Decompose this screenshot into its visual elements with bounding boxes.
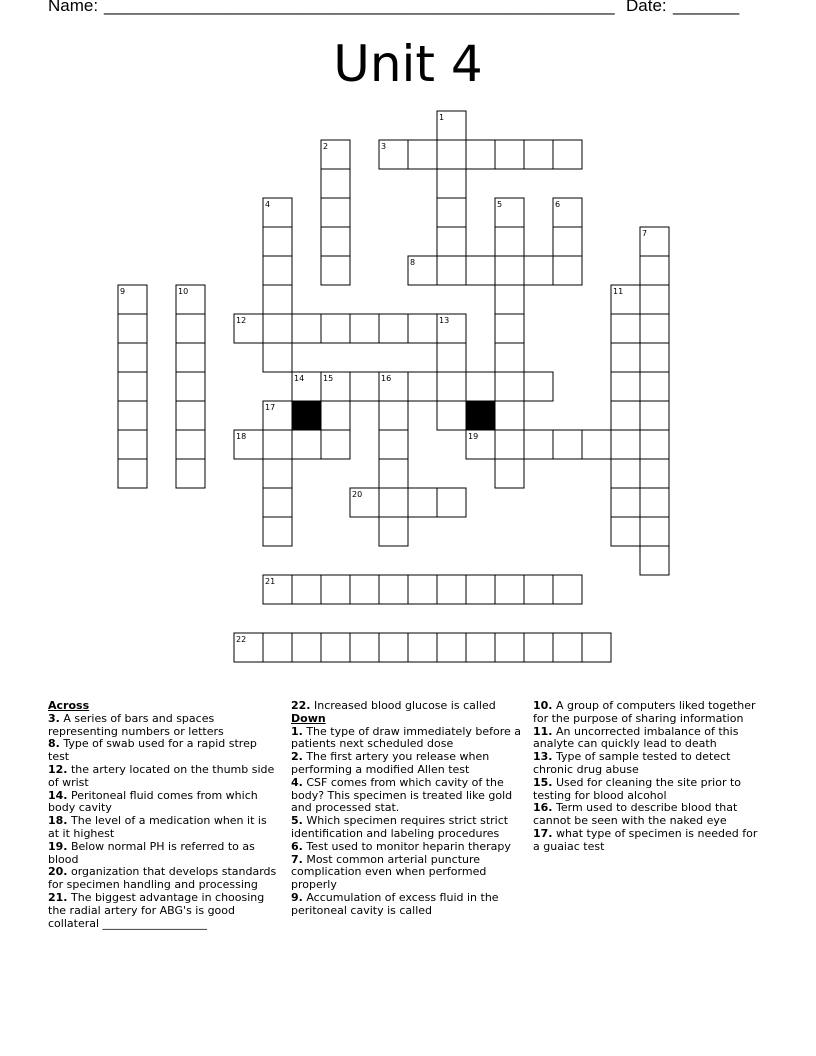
down-clue: [533, 828, 758, 854]
grid-cell[interactable]: [263, 430, 292, 459]
grid-cell[interactable]: [321, 198, 350, 227]
clue-text: A series of bars and spaces representing numbers or letters: [48, 711, 224, 738]
down-clue: [291, 815, 523, 841]
grid-cell[interactable]: [321, 575, 350, 604]
clue-text: organization that develops standards for specimen handling and processing: [48, 865, 277, 892]
clue-number: 16: [381, 374, 392, 383]
grid-cell[interactable]: [321, 227, 350, 256]
grid-cell[interactable]: [466, 575, 495, 604]
across-heading: Across: [48, 699, 90, 712]
across-clue: [48, 841, 280, 867]
across-clue: [48, 815, 280, 841]
grid-cell[interactable]: [350, 372, 379, 401]
across-clue: [48, 892, 280, 930]
grid-cell[interactable]: [611, 401, 640, 430]
grid-cell[interactable]: [408, 140, 437, 169]
grid-cell[interactable]: [176, 343, 205, 372]
black-cell: [292, 401, 321, 430]
grid-cell[interactable]: [321, 401, 350, 430]
grid-cell[interactable]: [437, 169, 466, 198]
grid-cell[interactable]: [495, 314, 524, 343]
clue-number: 8: [410, 258, 416, 267]
clue-number-label: 2.: [291, 750, 303, 764]
grid-cell[interactable]: [495, 633, 524, 662]
grid-cell[interactable]: [263, 459, 292, 488]
grid-cell[interactable]: [176, 459, 205, 488]
clue-text: CSF comes from which cavity of the body? This specimen is treated like gold and processed stat.: [291, 775, 513, 815]
clue-number-label: 17.: [533, 826, 553, 840]
grid-cell[interactable]: [495, 343, 524, 372]
grid-cell[interactable]: [379, 488, 408, 517]
clue-number: 5: [497, 200, 503, 209]
clue-number-label: 12.: [48, 762, 68, 776]
clue-number: 10: [178, 287, 189, 296]
grid-cell[interactable]: [582, 430, 611, 459]
grid-cell[interactable]: [263, 488, 292, 517]
grid-cell[interactable]: [263, 343, 292, 372]
grid-cell[interactable]: [611, 343, 640, 372]
clue-number: 9: [120, 287, 126, 296]
clue-text: Increased blood glucose is called: [310, 699, 496, 712]
clues-column-1: [48, 700, 280, 930]
grid-cell[interactable]: [640, 430, 669, 459]
grid-cell[interactable]: [495, 372, 524, 401]
clue-number-label: 16.: [533, 801, 553, 815]
clue-text: The biggest advantage in choosing the radial artery for ABG's is good collateral ___________________: [48, 890, 265, 930]
grid-cell[interactable]: [466, 256, 495, 285]
grid-cell[interactable]: [611, 314, 640, 343]
grid-cell[interactable]: [292, 633, 321, 662]
grid-cell[interactable]: [611, 459, 640, 488]
across-clue: [48, 790, 280, 816]
grid-cell[interactable]: [437, 140, 466, 169]
grid-cell[interactable]: [263, 633, 292, 662]
grid-cell[interactable]: [437, 343, 466, 372]
grid-cell[interactable]: [437, 488, 466, 517]
grid-cell[interactable]: [263, 256, 292, 285]
clue-number: 6: [555, 200, 561, 209]
clue-text: An uncorrected imbalance of this analyte can quickly lead to death: [533, 724, 739, 751]
grid-cell[interactable]: [408, 372, 437, 401]
down-clue: [291, 751, 523, 777]
grid-cell[interactable]: [379, 430, 408, 459]
grid-cell[interactable]: [495, 430, 524, 459]
date-field[interactable]: _______: [673, 0, 740, 15]
grid-cell[interactable]: [118, 343, 147, 372]
grid-cell[interactable]: [495, 227, 524, 256]
grid-cell[interactable]: [437, 198, 466, 227]
grid-cell[interactable]: [611, 372, 640, 401]
down-clue: [533, 751, 758, 777]
clue-number: 20: [352, 490, 363, 499]
clue-number-label: 15.: [533, 775, 553, 789]
grid-cell[interactable]: [350, 314, 379, 343]
grid-cell[interactable]: [466, 372, 495, 401]
grid-cell[interactable]: [176, 314, 205, 343]
date-label: Date:: [626, 0, 667, 15]
clue-text: Below normal PH is referred to as blood: [48, 839, 255, 866]
grid-cell[interactable]: [379, 401, 408, 430]
clue-number: 2: [323, 142, 329, 151]
grid-cell[interactable]: [466, 633, 495, 662]
grid-cell[interactable]: [437, 372, 466, 401]
clue-text: Most common arterial puncture complication even when performed properly: [291, 852, 487, 892]
across-clue: [48, 738, 280, 764]
clue-number-label: 13.: [533, 750, 553, 764]
grid-cell[interactable]: [321, 256, 350, 285]
grid-cell[interactable]: [350, 633, 379, 662]
clue-number: 4: [265, 200, 271, 209]
clue-number-label: 10.: [533, 699, 553, 712]
grid-cell[interactable]: [640, 372, 669, 401]
clue-text: The type of draw immediately before a patients next scheduled dose: [291, 724, 522, 751]
clue-number: 22: [236, 635, 247, 644]
clue-number-label: 7.: [291, 852, 303, 866]
clue-text: A group of computers liked together for the purpose of sharing information: [533, 699, 756, 725]
page-title: Unit 4: [333, 35, 483, 93]
name-field[interactable]: ______________________________________________________: [104, 0, 615, 15]
grid-cell[interactable]: [437, 401, 466, 430]
grid-cell[interactable]: [524, 372, 553, 401]
grid-cell[interactable]: [321, 314, 350, 343]
across-clue: [291, 700, 523, 713]
down-clue: [533, 700, 758, 726]
across-clue: [48, 713, 280, 739]
grid-cell[interactable]: [640, 401, 669, 430]
clue-text: Used for cleaning the site prior to testing for blood alcohol: [533, 775, 742, 802]
grid-cell[interactable]: [379, 575, 408, 604]
grid-cell[interactable]: [640, 256, 669, 285]
grid-cell[interactable]: [611, 430, 640, 459]
grid-cell[interactable]: [640, 285, 669, 314]
grid-cell[interactable]: [263, 227, 292, 256]
clue-number-label: 14.: [48, 788, 68, 802]
clue-number-label: 21.: [48, 890, 68, 904]
grid-cell[interactable]: [321, 169, 350, 198]
clue-number: 12: [236, 316, 247, 325]
down-clue: [291, 892, 523, 918]
clue-number: 13: [439, 316, 450, 325]
clues-column-2: [291, 700, 523, 918]
clue-number-label: 8.: [48, 737, 60, 751]
grid-cell[interactable]: [176, 372, 205, 401]
grid-cell[interactable]: [553, 430, 582, 459]
across-clue: [48, 866, 280, 892]
grid-cell[interactable]: [379, 459, 408, 488]
down-heading: Down: [291, 711, 326, 725]
grid-cell[interactable]: [611, 517, 640, 546]
grid-cell[interactable]: [524, 140, 553, 169]
clue-text: Test used to monitor heparin therapy: [302, 839, 511, 853]
clue-number: 15: [323, 374, 334, 383]
clue-text: The level of a medication when it is at it highest: [48, 814, 267, 840]
grid-cell[interactable]: [437, 227, 466, 256]
grid-cell[interactable]: [408, 314, 437, 343]
grid-cell[interactable]: [640, 459, 669, 488]
grid-cell[interactable]: [553, 633, 582, 662]
down-clue: [533, 802, 758, 828]
clue-text: Type of swab used for a rapid strep test: [48, 737, 257, 764]
grid-cell[interactable]: [437, 633, 466, 662]
clue-text: The first artery you release when performing a modified Allen test: [291, 750, 490, 776]
grid-cell[interactable]: [379, 517, 408, 546]
grid-cell[interactable]: [524, 633, 553, 662]
grid-cell[interactable]: [118, 314, 147, 343]
clue-text: the artery located on the thumb side of wrist: [48, 762, 275, 789]
grid-cell[interactable]: [495, 575, 524, 604]
name-label: Name:: [48, 0, 99, 15]
grid-cell[interactable]: [553, 575, 582, 604]
grid-cell[interactable]: [350, 575, 379, 604]
clue-number-label: 3.: [48, 711, 60, 725]
grid-cell[interactable]: [437, 575, 466, 604]
grid-cell[interactable]: [408, 575, 437, 604]
grid-cell[interactable]: [640, 488, 669, 517]
grid-cell[interactable]: [379, 314, 408, 343]
clue-number-label: 22.: [291, 699, 311, 712]
clue-text: Accumulation of excess fluid in the peritoneal cavity is called: [291, 890, 499, 917]
clue-number: 7: [642, 229, 648, 238]
clues-column-3: [533, 700, 758, 854]
clue-number-label: 1.: [291, 724, 303, 738]
grid-cell[interactable]: [408, 633, 437, 662]
grid-cell[interactable]: [118, 459, 147, 488]
grid-cell[interactable]: [379, 633, 408, 662]
grid-cell[interactable]: [524, 430, 553, 459]
clue-number: 11: [613, 287, 624, 296]
grid-cell[interactable]: [553, 256, 582, 285]
across-clue: [48, 764, 280, 790]
grid-cell[interactable]: [553, 227, 582, 256]
grid-cell[interactable]: [437, 256, 466, 285]
grid-cell[interactable]: [640, 314, 669, 343]
clue-number: 14: [294, 374, 305, 383]
grid-cell[interactable]: [263, 314, 292, 343]
clue-number-label: 19.: [48, 839, 68, 853]
clue-number-label: 5.: [291, 814, 303, 828]
grid-cell[interactable]: [611, 488, 640, 517]
clue-text: Peritoneal fluid comes from which body cavity: [48, 788, 258, 815]
grid-cell[interactable]: [118, 430, 147, 459]
grid-cell[interactable]: [292, 575, 321, 604]
grid-cell[interactable]: [640, 517, 669, 546]
clue-number-label: 9.: [291, 890, 303, 904]
grid-cell[interactable]: [495, 459, 524, 488]
down-clue: [291, 726, 523, 752]
grid-cell[interactable]: [118, 372, 147, 401]
grid-cell[interactable]: [524, 256, 553, 285]
clue-number-label: 6.: [291, 839, 303, 853]
grid-cell[interactable]: [553, 140, 582, 169]
grid-cell[interactable]: [495, 401, 524, 430]
down-clue: [291, 854, 523, 892]
grid-cell[interactable]: [263, 285, 292, 314]
down-clue: [533, 777, 758, 803]
grid-cell[interactable]: [292, 314, 321, 343]
grid-cell[interactable]: [118, 401, 147, 430]
grid-cell[interactable]: [495, 285, 524, 314]
clue-text: Term used to describe blood that cannot be seen with the naked eye: [533, 801, 738, 828]
grid-cell[interactable]: [640, 343, 669, 372]
grid-cell[interactable]: [524, 575, 553, 604]
grid-cell[interactable]: [495, 140, 524, 169]
down-clue: [291, 777, 523, 815]
clue-number: 21: [265, 577, 276, 586]
clue-text: Type of sample tested to detect chronic drug abuse: [533, 750, 731, 776]
clue-number-label: 11.: [533, 724, 553, 738]
clue-text: Which specimen requires strict strict identification and labeling procedures: [291, 814, 509, 840]
grid-cell[interactable]: [408, 488, 437, 517]
clue-number: 18: [236, 432, 247, 441]
grid-cell[interactable]: [321, 430, 350, 459]
grid-cell[interactable]: [176, 401, 205, 430]
clue-number-label: 20.: [48, 865, 68, 879]
clue-number: 3: [381, 142, 387, 151]
clue-text: what type of specimen is needed for a guaiac test: [533, 826, 758, 853]
grid-cell[interactable]: [640, 546, 669, 575]
clue-number: 17: [265, 403, 276, 412]
grid-cell[interactable]: [321, 633, 350, 662]
clue-number: 1: [439, 113, 445, 122]
down-clue: [533, 726, 758, 752]
clue-number-label: 4.: [291, 775, 303, 789]
grid-cell[interactable]: [292, 430, 321, 459]
grid-cell[interactable]: [495, 256, 524, 285]
clue-number: 19: [468, 432, 479, 441]
grid-cell[interactable]: [176, 430, 205, 459]
grid-cell[interactable]: [582, 633, 611, 662]
clue-number-label: 18.: [48, 814, 68, 828]
grid-cell[interactable]: [263, 517, 292, 546]
black-cell: [466, 401, 495, 430]
grid-cell[interactable]: [466, 140, 495, 169]
